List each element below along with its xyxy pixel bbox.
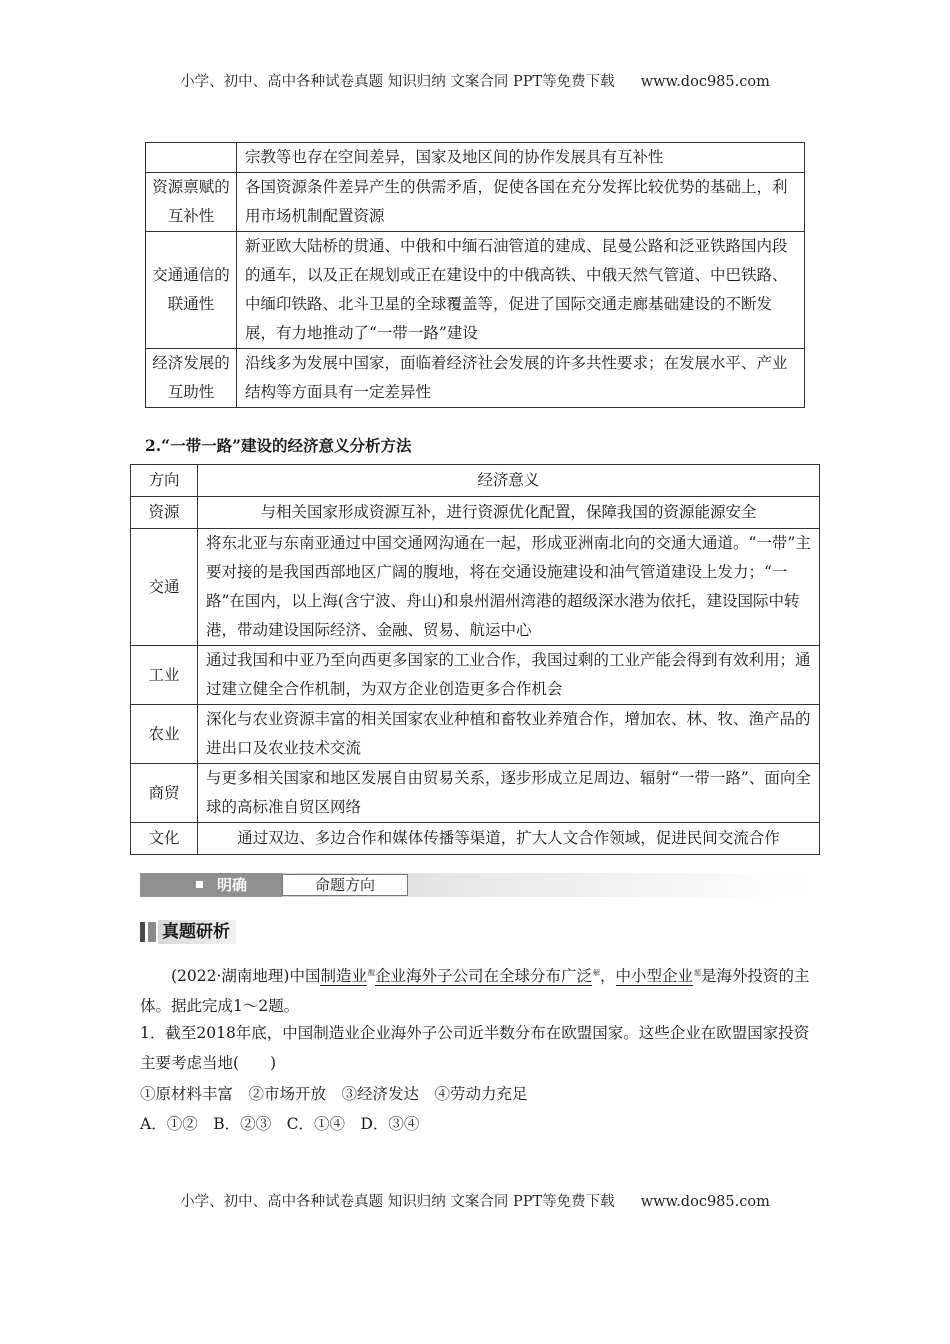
- annotation-mark: 解: [593, 969, 601, 977]
- intro-text: ，: [600, 967, 616, 986]
- row-value: 沿线多为发展中国家，面临着经济社会发展的许多共性要求；在发展水平、产业结构等方面具有一定差异性: [237, 349, 805, 408]
- heading-bar-icon: [148, 922, 156, 942]
- row-value: 新亚欧大陆桥的贯通、中俄和中缅石油管道的建成、昆曼公路和泛亚铁路国内段的通车，以及正在规划或正在建设中的中俄高铁、中俄天然气管道、中巴铁路、中缅印铁路、北斗卫星的全球覆盖等，促进了国际交通走廊基础建设的不断发展，有力地推动了“一带一路”建设: [237, 232, 805, 349]
- row-key: 交通通信的联通性: [146, 232, 237, 349]
- annotation-mark: 题: [694, 969, 702, 977]
- page-header: [0, 70, 950, 91]
- table-row: [131, 764, 820, 823]
- row-value: 与更多相关国家和地区发展自由贸易关系，逐步形成立足周边、辐射“一带一路”、面向全球的高标准自贸区网络: [198, 764, 820, 823]
- row-value: 与相关国家形成资源互补，进行资源优化配置，保障我国的资源能源安全: [198, 497, 820, 529]
- annotation-mark: 醒: [368, 969, 375, 977]
- row-key: 农业: [131, 705, 198, 764]
- banner-label: 明确: [217, 876, 248, 894]
- footer-text: 小学、初中、高中各种试卷真题 知识归纳 文案合同 PPT等免费下载: [180, 1194, 615, 1210]
- header-significance: 经济意义: [198, 465, 820, 497]
- row-key: 商贸: [131, 764, 198, 823]
- page-footer: [0, 1190, 950, 1211]
- row-value: 通过双边、多边合作和媒体传播等渠道，扩大人文合作领域，促进民间交流合作: [198, 823, 820, 855]
- section-banner: [140, 873, 812, 897]
- table-row: [146, 143, 805, 173]
- row-key: [146, 143, 237, 173]
- question-stem: 1．截至2018年底，中国制造业企业海外子公司近半数分布在欧盟国家。这些企业在欧盟国家投资主要考虑当地( ): [140, 1024, 810, 1072]
- row-key: 交通: [131, 529, 198, 646]
- heading-bar-icon: [140, 922, 145, 942]
- row-key: 资源: [131, 497, 198, 529]
- table-row: [131, 705, 820, 764]
- row-value: 通过我国和中亚乃至向西更多国家的工业合作，我国过剩的工业产能会得到有效利用；通过建立健全合作机制，为双方企业创造更多合作机会: [198, 646, 820, 705]
- square-bullet-icon: [196, 881, 203, 888]
- section-title: 2.“一带一路”建设的经济意义分析方法: [145, 436, 412, 455]
- underlined-phrase: 企业海外子公司在全球分布广泛: [375, 967, 593, 986]
- table-row: [146, 349, 805, 408]
- table-row: [131, 646, 820, 705]
- question-intro: [140, 958, 812, 1021]
- row-value: 将东北亚与东南亚通过中国交通网沟通在一起，形成亚洲南北向的交通大通道。“一带”主要对接的是我国西部地区广阔的腹地，将在交通设施建设和油气管道建设上发力；“一路”在国内，以上海(含宁波、舟山)和泉州湄州湾港的超级深水港为依托，建设国际中转港，带动建设国际经济、金融、贸易、航运中心: [198, 529, 820, 646]
- underlined-keyword: 制造业: [320, 967, 367, 986]
- banner-label-box: [140, 873, 282, 897]
- table-row: [146, 173, 805, 232]
- table-row: [131, 497, 820, 529]
- table-row: [146, 232, 805, 349]
- row-key: 文化: [131, 823, 198, 855]
- intro-text: 是海外投资的主体。据此完成1～2题。: [140, 967, 810, 1016]
- table-row: [131, 823, 820, 855]
- features-table: [145, 142, 805, 408]
- row-value: 深化与农业资源丰富的相关国家农业种植和畜牧业养殖合作，增加农、林、牧、渔产品的进出口及农业技术交流: [198, 705, 820, 764]
- question-items: ①原材料丰富 ②市场开放 ③经济发达 ④劳动力充足: [140, 1085, 528, 1103]
- row-value: 各国资源条件差异产生的供需矛盾，促使各国在充分发挥比较优势的基础上，利用市场机制配置资源: [237, 173, 805, 232]
- header-direction: 方向: [131, 465, 198, 497]
- underlined-keyword: 中小型企业: [615, 967, 694, 986]
- question-source: (2022·湖南地理): [171, 967, 290, 986]
- banner-tab: 命题方向: [282, 874, 408, 896]
- intro-text: 中国: [289, 967, 321, 986]
- answer-choices: A．①② B．②③ C．①④ D．③④: [140, 1115, 420, 1133]
- table-header-row: [131, 465, 820, 497]
- economic-significance-table: [130, 464, 820, 855]
- row-key: 资源禀赋的互补性: [146, 173, 237, 232]
- subsection-title: 真题研析: [158, 920, 236, 944]
- footer-url[interactable]: www.doc985.com: [640, 1194, 770, 1210]
- row-key: 经济发展的互助性: [146, 349, 237, 408]
- row-value: 宗教等也存在空间差异，国家及地区间的协作发展具有互补性: [237, 143, 805, 173]
- row-key: 工业: [131, 646, 198, 705]
- table-row: [131, 529, 820, 646]
- header-url[interactable]: www.doc985.com: [640, 74, 770, 90]
- header-text: 小学、初中、高中各种试卷真题 知识归纳 文案合同 PPT等免费下载: [180, 74, 615, 90]
